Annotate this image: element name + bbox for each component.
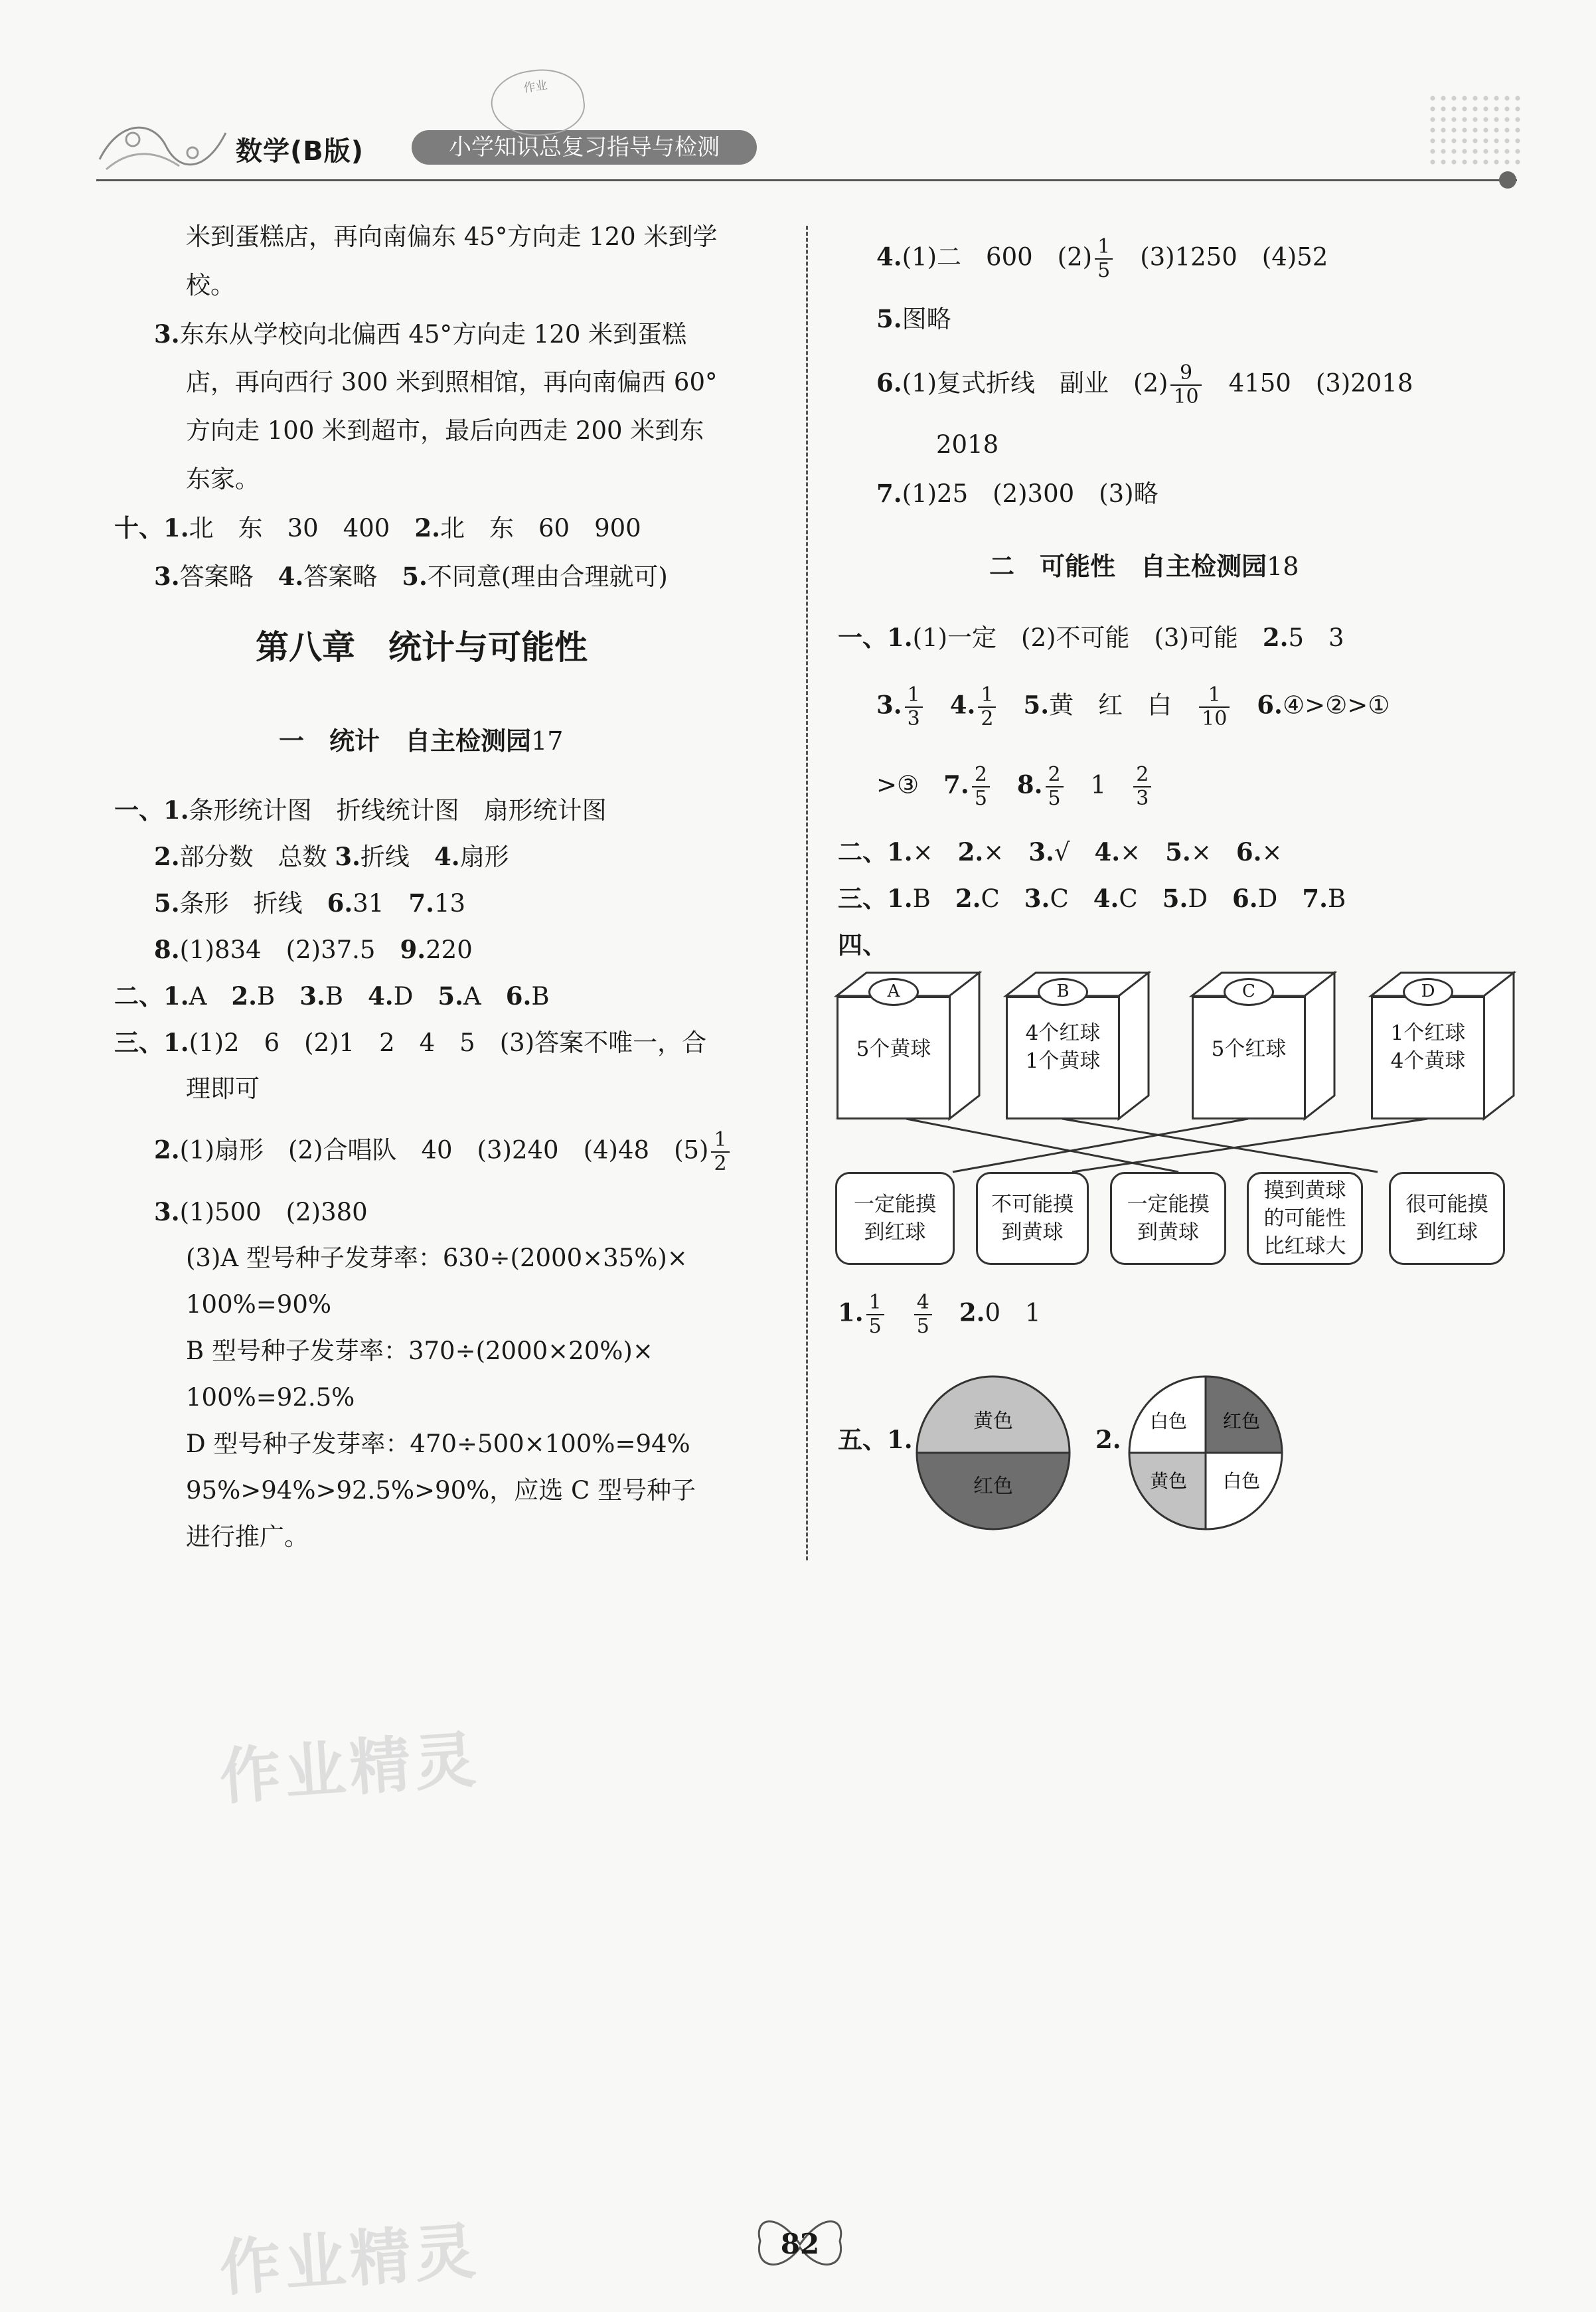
left-s16: 进行推广。 [186,1523,309,1551]
pie2-bl-label: 黄色 [1149,1470,1188,1492]
right-r2: 5.图略 [876,304,951,333]
left-s4: 8.(1)834 (2)37.5 9.220 [154,935,473,964]
box-c-label: C [1224,978,1274,1006]
box-c-contents: 5个红球 [1211,1037,1287,1061]
fraction-one-fifth-b: $\frac{1}{5}$ [866,1291,884,1338]
homework-stamp: 作业 [487,64,589,143]
series-title: 小学知识总复习指导与检测 [412,130,757,165]
right-q2: 3. $\frac{1}{3}$ 4. $\frac{1}{2}$ 5.黄 红 白 $\frac{1}{10}$ 6.④>②>① [876,683,1390,730]
section-heading-statistics: 一 统计 自主检测园17 [279,726,564,756]
chapter-heading: 第八章 统计与可能性 [256,628,588,667]
right-q8-num2: 2. [1095,1425,1121,1454]
fraction-nine-tenths: $\frac{9}{10}$ [1170,362,1201,408]
box-a-label: A [868,978,919,1006]
column-divider [806,226,808,1560]
left-s2: 2.部分数 总数 3.折线 4.扇形 [154,842,509,871]
pie1-top-label: 黄色 [973,1410,1013,1433]
fraction-two-fifths: $\frac{2}{5}$ [972,764,990,810]
book-title: 数学(B版) [236,136,364,167]
fraction-four-fifths: $\frac{4}{5}$ [914,1291,932,1338]
section-heading-possibility: 二 可能性 自主检测园18 [989,552,1299,581]
fraction-two-fifths-b: $\frac{2}{5}$ [1046,764,1064,810]
pie2-br-label: 白色 [1222,1470,1261,1492]
box-d-contents-2: 4个黄球 [1390,1049,1466,1073]
left-s6: 三、1.(1)2 6 (2)1 2 4 5 (3)答案不唯一，合 [114,1028,707,1057]
left-line-2: 校。 [186,271,235,299]
right-q7: 1. $\frac{1}{5}$ $\frac{4}{5}$ 2.0 1 [838,1291,1041,1338]
page-number: 82 [780,2228,820,2260]
right-q5: 三、1.B 2.C 3.C 4.C 5.D 6.D 7.B [838,884,1346,913]
left-s14: D 型号种子发芽率：470÷500×100%=94% [186,1430,690,1458]
left-line-6: 东家。 [186,465,260,493]
header-swirl-ornament [93,106,232,179]
left-s13: 100%=92.5% [186,1383,355,1412]
box-d-label: D [1403,978,1453,1006]
fraction-one-fifth: $\frac{1}{5}$ [1095,236,1113,282]
left-s11: 100%=90% [186,1290,332,1319]
right-q4: 二、1.× 2.× 3.√ 4.× 5.× 6.× [838,837,1283,867]
left-s8: 2.(1)扇形 (2)合唱队 40 (3)240 (4)48 (5) $\frac{1}{2}$ [154,1129,732,1175]
left-s3: 5.条形 折线 6.31 7.13 [154,888,466,918]
left-s5: 二、1.A 2.B 3.B 4.D 5.A 6.B [114,981,550,1011]
right-r3: 6.(1)复式折线 副业 (2) $\frac{9}{10}$ 4150 (3)2018 [876,361,1413,408]
right-q1: 一、1.(1)一定 (2)不可能 (3)可能 2.5 3 [838,623,1344,652]
watermark-upper: 作业精灵 [217,1724,482,1813]
spinner-pie-2 [1127,1374,1284,1531]
outcome-1: 一定能摸 到红球 [835,1172,955,1265]
left-line-5: 方向走 100 米到超市，最后向西走 200 米到东 [186,416,704,445]
watermark-lower: 作业精灵 [217,2215,482,2305]
box-d [1371,981,1485,1119]
outcome-3: 一定能摸 到黄球 [1110,1172,1226,1265]
left-line-4: 店，再向西行 300 米到照相馆，再向南偏西 60° [186,368,718,396]
pie2-tl-label: 白色 [1149,1410,1188,1432]
box-d-contents-1: 1个红球 [1390,1021,1466,1045]
right-r5: 7.(1)25 (2)300 (3)略 [876,479,1158,508]
left-s15: 95%>94%>92.5%>90%，应选 C 型号种子 [186,1476,696,1505]
dot-pattern-decoration [1427,93,1520,166]
fraction-one-half: $\frac{1}{2}$ [711,1129,729,1175]
fraction-two-thirds: $\frac{2}{3}$ [1133,764,1151,810]
box-c [1192,981,1306,1119]
right-q3: >③ 7. $\frac{2}{5}$ 8. $\frac{2}{5}$ 1 $\frac{2}{3}$ [876,764,1154,810]
header-rule-dot [1499,171,1516,189]
box-b-contents-2: 1个黄球 [1025,1049,1101,1073]
left-line-7: 十、1.北 东 30 400 2.北 东 60 900 [114,513,641,542]
fraction-one-half-b: $\frac{1}{2}$ [978,684,996,730]
left-line-3: 3.东东从学校向北偏西 45°方向走 120 米到蛋糕 [154,319,687,349]
box-b [1006,981,1120,1119]
spinner-pie-1 [915,1374,1072,1531]
box-a-contents: 5个黄球 [856,1037,931,1061]
pie1-bottom-label: 红色 [973,1475,1013,1498]
outcome-5: 很可能摸 到红球 [1389,1172,1505,1265]
left-s12: B 型号种子发芽率：370÷(2000×20%)× [186,1337,653,1365]
right-r4: 2018 [936,430,999,459]
fraction-one-third: $\frac{1}{3}$ [905,684,923,730]
pie2-tr-label: 红色 [1222,1410,1261,1432]
right-q6-head: 四、 [838,930,887,959]
left-s10: (3)A 型号种子发芽率：630÷(2000×35%)× [186,1244,688,1272]
box-b-contents-1: 4个红球 [1025,1021,1101,1045]
box-b-label: B [1038,978,1088,1006]
right-q8-head: 五、1. [838,1425,913,1454]
outcome-2: 不可能摸 到黄球 [976,1172,1089,1265]
left-s1: 一、1.条形统计图 折线统计图 扇形统计图 [114,795,607,825]
box-a [837,981,951,1119]
left-s7: 理即可 [186,1074,260,1103]
header-rule [96,179,1517,181]
left-s9: 3.(1)500 (2)380 [154,1197,368,1226]
fraction-one-tenth: $\frac{1}{10}$ [1199,684,1230,730]
outcome-4: 摸到黄球 的可能性 比红球大 [1247,1172,1363,1265]
left-line-1: 米到蛋糕店，再向南偏东 45°方向走 120 米到学 [186,222,718,251]
left-line-8: 3.答案略 4.答案略 5.不同意(理由合理就可) [154,562,668,591]
right-r1: 4.(1)二 600 (2) $\frac{1}{5}$ (3)1250 (4)52 [876,235,1328,282]
